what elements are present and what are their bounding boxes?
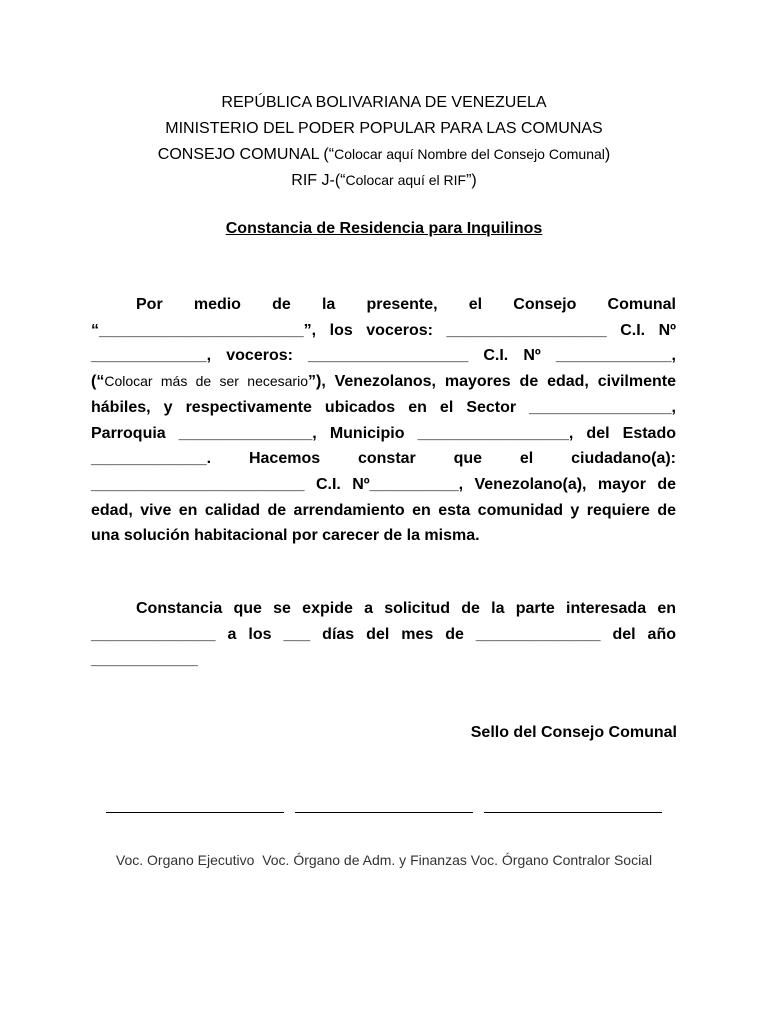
header-consejo	[0, 146, 768, 164]
header-rif-placeholder: Colocar aquí el RIF	[345, 172, 467, 188]
signature-labels: Voc. Organo Ejecutivo Voc. Órgano de Adm. y Finanzas Voc. Órgano Contralor Social	[115, 852, 653, 868]
header-consejo-label: CONSEJO COMUNAL (“	[157, 146, 335, 163]
stamp-label: Sello del Consejo Comunal	[470, 724, 677, 741]
body-paragraph-1	[91, 292, 676, 549]
document-title: Constancia de Residencia para Inquilinos	[225, 220, 543, 237]
signature-line-finanzas	[295, 812, 473, 813]
header-consejo-close: )	[604, 146, 611, 163]
header-republic: REPÚBLICA BOLIVARIANA DE VENEZUELA	[221, 94, 547, 111]
signature-line-ejecutivo	[106, 812, 284, 813]
para1-part-c: ”), Venezolanos, mayores de edad, civilmente hábiles, y respectivamente ubicados en el Sector ________________, Parroquia _______________, Municipio _________________, del Estado _____________. Hacemos constar que el ciudadano(a): ________________________ C.I. Nº__________, Venezolano(a), mayor de edad, vive en calidad de arrendamiento en esta comunidad y requiere de una solución habitacional por carecer de la misma.	[91, 373, 676, 545]
para1-part-a: Por medio de la presente, el Consejo Comunal “_______________________”, los voceros: __________________ C.I. Nº _____________, voceros: __________________ C.I. Nº _____________, (“	[91, 296, 676, 391]
header-ministry: MINISTERIO DEL PODER POPULAR PARA LAS COMUNAS	[165, 120, 603, 137]
signature-line-contralor	[484, 812, 662, 813]
body-paragraph-2	[91, 596, 676, 673]
header-rif-label: RIF J-(“	[291, 172, 346, 189]
header-rif	[0, 172, 768, 190]
header-consejo-placeholder: Colocar aquí Nombre del Consejo Comunal	[334, 146, 605, 162]
header-rif-close: ”)	[466, 172, 477, 189]
para1-placeholder: Colocar más de ser necesario	[104, 373, 308, 390]
para2-text: Constancia que se expide a solicitud de la parte interesada en ______________ a los ___ días del mes de ______________ del año ____________	[91, 600, 676, 669]
